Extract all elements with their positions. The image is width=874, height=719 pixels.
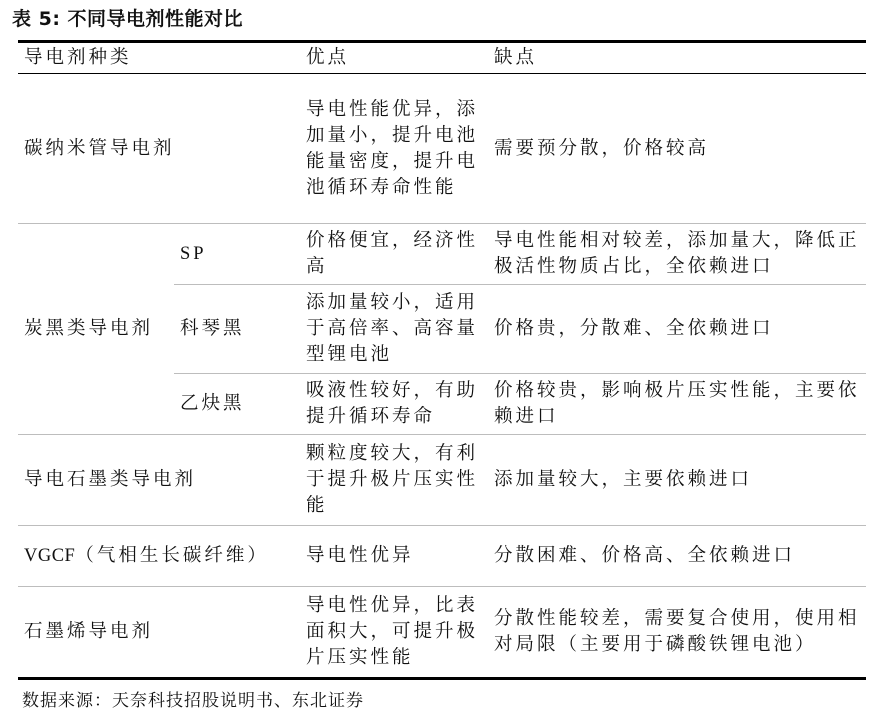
table-row [18, 526, 866, 587]
category-latin: VGCF [24, 546, 76, 566]
table-row [18, 435, 866, 526]
header-pros: 优点 [300, 42, 488, 74]
subtype-cell: 科琴黑 [174, 285, 300, 374]
table-row [18, 224, 866, 285]
cons-cell: 分散困难、价格高、全依赖进口 [488, 526, 866, 587]
header-category: 导电剂种类 [18, 42, 300, 74]
pros-cell: 吸液性较好，有助提升循环寿命 [300, 374, 488, 435]
pros-cell: 导电性优异，比表面积大，可提升极片压实性能 [300, 587, 488, 679]
pros-cell: 导电性优异 [300, 526, 488, 587]
pros-cell: 颗粒度较大，有利于提升极片压实性能 [300, 435, 488, 526]
pros-cell: 价格便宜，经济性高 [300, 224, 488, 285]
header-cons: 缺点 [488, 42, 866, 74]
cons-cell: 分散性能较差，需要复合使用，使用相对局限（主要用于磷酸铁锂电池） [488, 587, 866, 679]
category-cell: 碳纳米管导电剂 [24, 137, 175, 159]
category-cell: 导电石墨类导电剂 [18, 435, 300, 526]
cons-cell: 价格较贵，影响极片压实性能，主要依赖进口 [488, 374, 866, 435]
pros-cell: 添加量较小，适用于高倍率、高容量型锂电池 [300, 285, 488, 374]
subtype-cell: 乙炔黑 [174, 374, 300, 435]
cons-cell: 添加量较大，主要依赖进口 [488, 435, 866, 526]
source-note: 数据来源：天奈科技招股说明书、东北证券 [22, 691, 364, 711]
cons-cell: 需要预分散，价格较高 [494, 137, 710, 159]
category-cell: 石墨烯导电剂 [18, 587, 300, 679]
category-cjk: （气相生长碳纤维） [75, 545, 269, 566]
table-title: 表 5: 不同导电剂性能对比 [12, 8, 244, 30]
cons-cell: 导电性能相对较差，添加量大，降低正极活性物质占比，全依赖进口 [488, 224, 866, 285]
conductive-agent-comparison-table [18, 40, 866, 680]
table-row [18, 587, 866, 679]
cons-cell: 价格贵，分散难、全依赖进口 [488, 285, 866, 374]
table-row [18, 74, 866, 224]
category-cell [18, 526, 300, 587]
pros-cell: 导电性能优异，添加量小，提升电池能量密度，提升电池循环寿命性能 [306, 98, 479, 198]
category-cell: 炭黑类导电剂 [18, 224, 174, 435]
subtype-cell: SP [174, 224, 300, 285]
header-row [18, 42, 866, 74]
